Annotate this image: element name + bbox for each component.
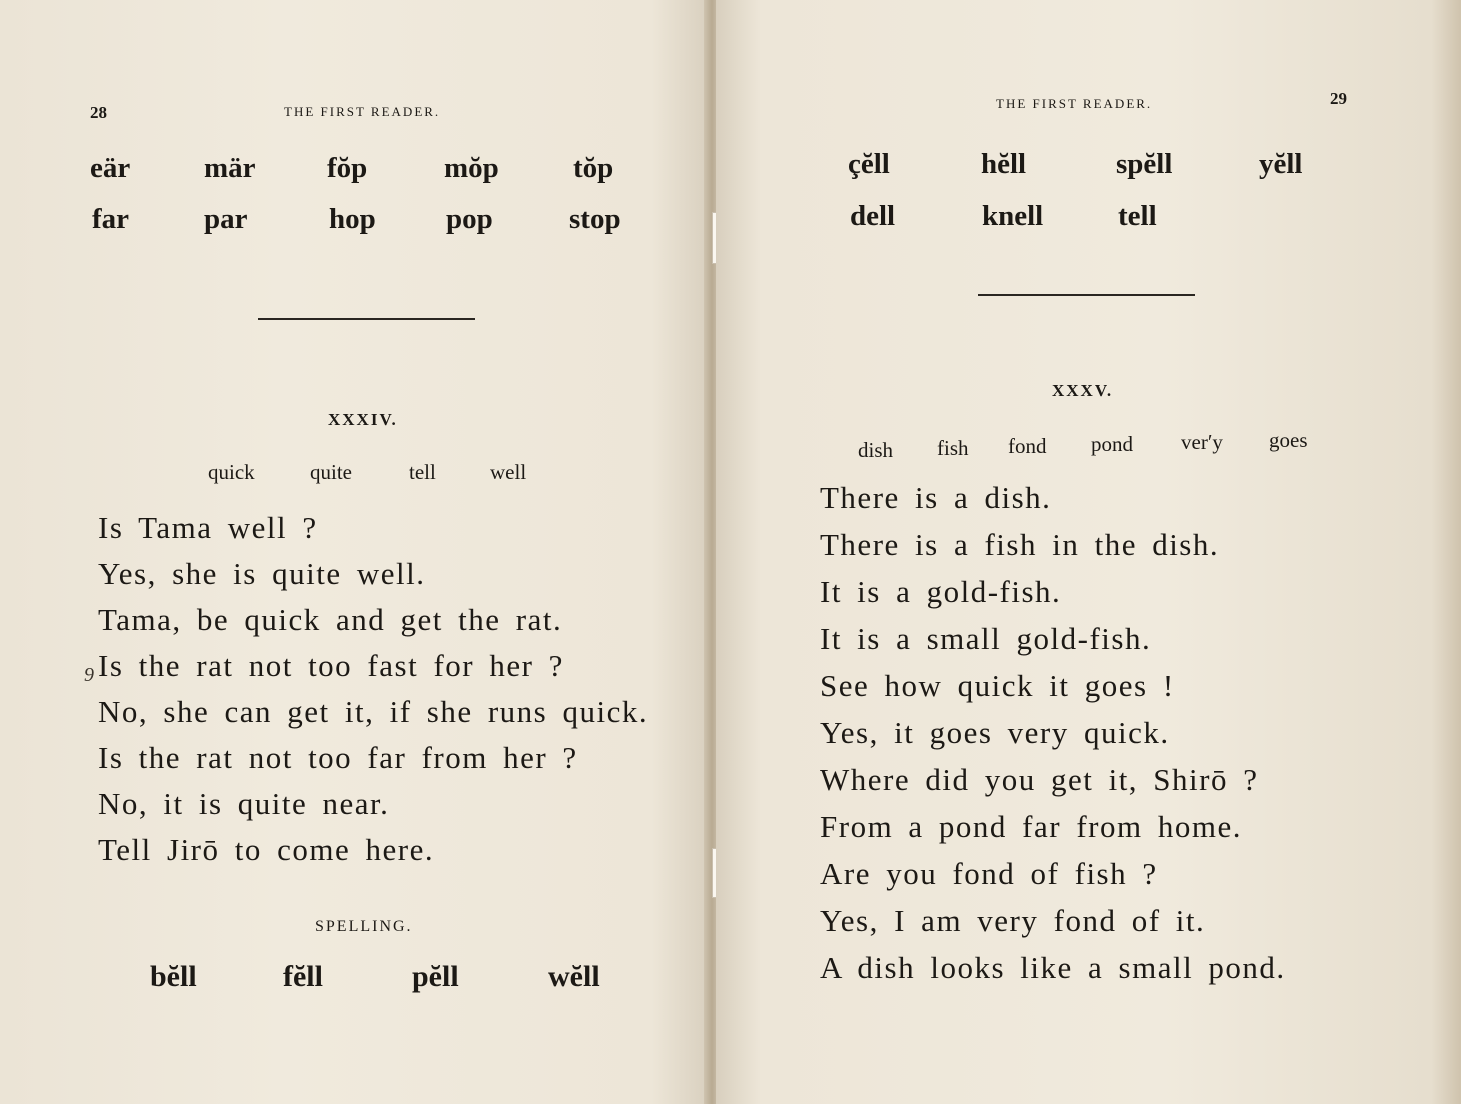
text-line: Is the rat not too fast for her ? [98, 648, 564, 683]
text-line: See how quick it goes ! [820, 668, 1175, 703]
word: eär [90, 152, 131, 184]
spelling-word: pĕll [412, 960, 459, 993]
text-line: Yes, it goes very quick. [820, 715, 1170, 750]
lesson-number: XXXV. [1052, 381, 1114, 400]
text-line: There is a fish in the dish. [820, 527, 1220, 562]
word: yĕll [1259, 148, 1303, 180]
word: dell [850, 200, 896, 232]
text-line: Tama, be quick and get the rat. [98, 602, 563, 637]
text-line: It is a small gold-fish. [820, 621, 1152, 656]
lesson-text [98, 510, 648, 878]
page-number: 28 [90, 103, 107, 122]
vocab-word: quick [208, 460, 255, 484]
word: stop [569, 203, 621, 235]
text-line: Yes, I am very fond of it. [820, 903, 1206, 938]
word: hĕll [981, 148, 1027, 180]
vocab-word: tell [409, 460, 436, 484]
left-page [0, 0, 708, 1104]
text-line: Is Tama well ? [98, 510, 318, 545]
text-line: No, it is quite near. [98, 786, 390, 821]
text-line: Is the rat not too far from her ? [98, 740, 578, 775]
text-line: There is a dish. [820, 480, 1052, 515]
vocab-word: fond [1008, 434, 1047, 458]
page-number: 29 [1330, 89, 1347, 108]
word: tell [1118, 200, 1157, 232]
section-divider [258, 318, 475, 320]
section-divider [978, 294, 1195, 296]
text-line: Where did you get it, Shirō ? [820, 762, 1259, 797]
vocab-word: dish [858, 438, 894, 462]
spelling-word: bĕll [150, 960, 197, 993]
running-head: THE FIRST READER. [284, 104, 441, 119]
text-line: Are you fond of fish ? [820, 856, 1158, 891]
word: far [92, 203, 130, 235]
word: knell [982, 200, 1044, 232]
word: par [204, 203, 248, 235]
vocab-word: fish [937, 436, 969, 460]
word: spĕll [1116, 148, 1173, 180]
text-line: From a pond far from home. [820, 809, 1242, 844]
vocab-word: goes [1269, 428, 1308, 452]
word: pop [446, 203, 493, 235]
running-head: THE FIRST READER. [996, 96, 1153, 111]
word: mär [204, 152, 256, 184]
text-line: It is a gold-fish. [820, 574, 1062, 609]
lesson-text [820, 480, 1286, 997]
text-line: A dish looks like a small pond. [820, 950, 1286, 985]
word: mŏp [444, 152, 499, 184]
spelling-word: wĕll [548, 960, 600, 993]
word: hop [329, 203, 376, 235]
margin-mark: 9 [84, 664, 94, 686]
vocab-word: quite [310, 460, 352, 484]
right-page [716, 0, 1461, 1104]
vocab-word: pond [1091, 432, 1133, 456]
vocab-word: ver′y [1181, 430, 1223, 454]
word: fŏp [327, 152, 368, 184]
vocab-word: well [490, 460, 527, 484]
lesson-number: XXXIV. [328, 410, 398, 429]
spelling-heading: SPELLING. [315, 918, 413, 935]
word: tŏp [573, 152, 614, 184]
text-line: Tell Jirō to come here. [98, 832, 435, 867]
word: çĕll [848, 148, 890, 180]
text-line: Yes, she is quite well. [98, 556, 426, 591]
text-line: No, she can get it, if she runs quick. [98, 694, 649, 729]
spelling-word: fĕll [283, 960, 323, 993]
